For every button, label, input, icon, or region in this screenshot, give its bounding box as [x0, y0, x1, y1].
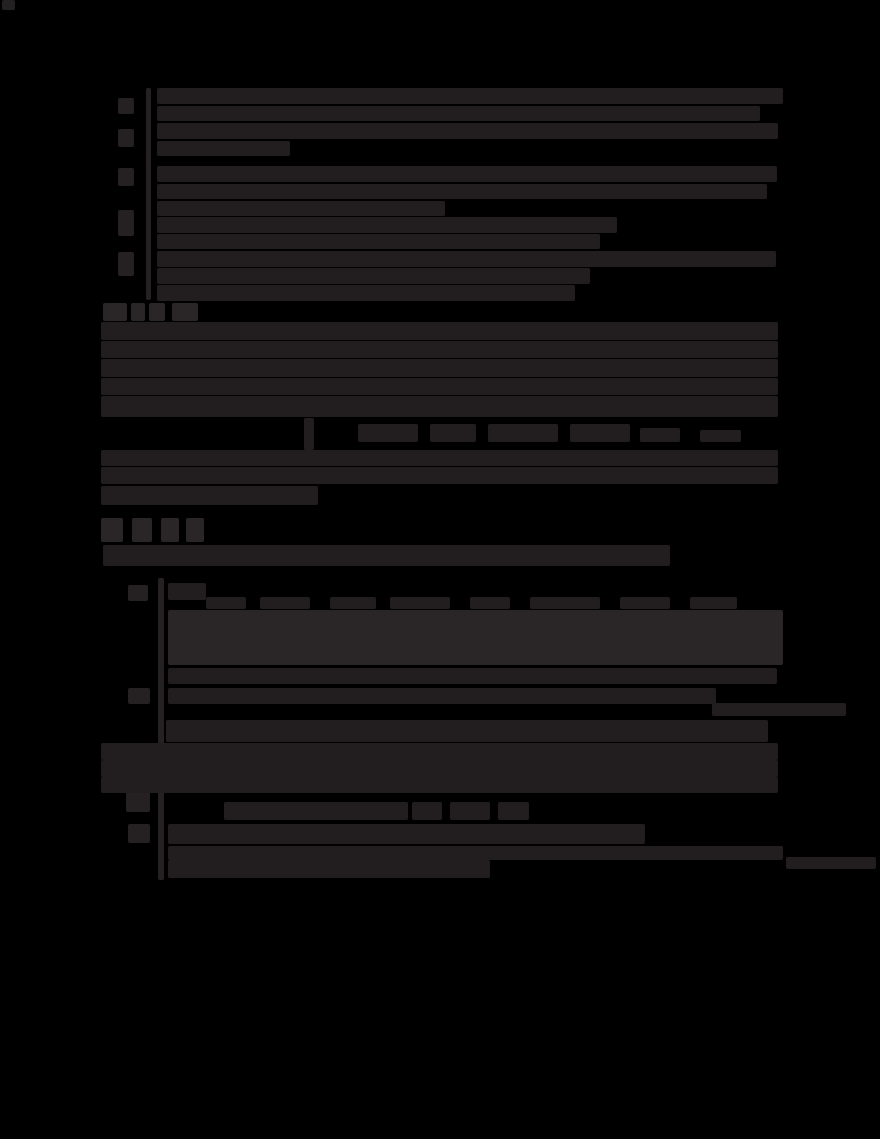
paragraph-bar	[101, 467, 778, 484]
paragraph-bar	[450, 802, 490, 820]
list-markers-bar	[118, 129, 134, 147]
paragraph-bar	[101, 486, 318, 505]
text-lines-bar	[712, 703, 846, 716]
rule-bar	[146, 88, 151, 300]
paragraph-bar	[103, 545, 670, 566]
text-lines-bar	[157, 141, 290, 156]
heading-bar	[186, 518, 204, 542]
paragraph-bar	[101, 359, 778, 377]
text-lines-bar	[157, 88, 783, 104]
text-lines-bar	[168, 583, 206, 600]
artifact-bar	[2, 0, 15, 10]
paragraph-bar	[101, 341, 778, 358]
text-lines-bar	[157, 166, 777, 182]
paragraph-bar	[101, 378, 778, 395]
text-lines-bar	[470, 597, 510, 609]
paragraph-bar	[358, 424, 418, 442]
list-markers-bar	[128, 824, 150, 843]
text-lines-bar	[157, 251, 776, 267]
text-lines-bar	[690, 597, 737, 609]
text-lines-bar	[157, 184, 767, 199]
heading-bar	[131, 303, 145, 321]
bold-block-bar	[168, 668, 777, 684]
text-lines-bar	[786, 857, 876, 869]
text-lines-bar	[206, 597, 246, 609]
text-lines-bar	[157, 123, 778, 139]
text-lines-bar	[157, 201, 445, 216]
paragraph-bar	[101, 760, 778, 777]
heading-bar	[132, 518, 152, 542]
text-lines-bar	[157, 285, 575, 301]
list-markers-bar	[128, 585, 148, 601]
paragraph-bar	[101, 322, 778, 340]
list-markers-bar	[118, 252, 134, 276]
text-lines-bar	[166, 720, 768, 742]
text-lines-bar	[157, 234, 600, 249]
bold-block-bar	[168, 610, 783, 665]
heading-bar	[103, 303, 127, 321]
heading-bar	[101, 518, 123, 542]
text-lines-bar	[157, 268, 590, 284]
text-lines-bar	[260, 597, 310, 609]
paragraph-bar	[412, 802, 442, 820]
paragraph-bar	[640, 428, 680, 442]
paragraph-bar	[101, 396, 778, 417]
paragraph-bar	[101, 450, 778, 466]
rule-bar	[158, 578, 164, 880]
heading-bar	[172, 303, 198, 321]
paragraph-bar	[224, 802, 408, 820]
text-lines-bar	[168, 688, 716, 704]
text-lines-bar	[330, 597, 376, 609]
paragraph-bar	[570, 424, 630, 442]
text-lines-bar	[157, 217, 617, 233]
text-lines-bar	[168, 824, 645, 844]
paragraph-bar	[304, 418, 314, 450]
list-markers-bar	[118, 210, 134, 236]
text-lines-bar	[390, 597, 450, 609]
list-markers-bar	[126, 788, 150, 812]
paragraph-bar	[101, 777, 778, 793]
text-lines-bar	[530, 597, 600, 609]
text-lines-bar	[168, 860, 490, 878]
heading-bar	[161, 518, 179, 542]
text-lines-bar	[157, 106, 760, 121]
list-markers-bar	[118, 168, 134, 186]
paragraph-bar	[101, 743, 778, 760]
list-markers-bar	[118, 98, 134, 114]
paragraph-bar	[488, 424, 558, 442]
paragraph-bar	[700, 430, 741, 442]
text-lines-bar	[620, 597, 670, 609]
heading-bar	[149, 303, 165, 321]
paragraph-bar	[430, 424, 476, 442]
text-lines-bar	[168, 846, 783, 860]
paragraph-bar	[498, 802, 529, 820]
list-markers-bar	[128, 688, 150, 704]
